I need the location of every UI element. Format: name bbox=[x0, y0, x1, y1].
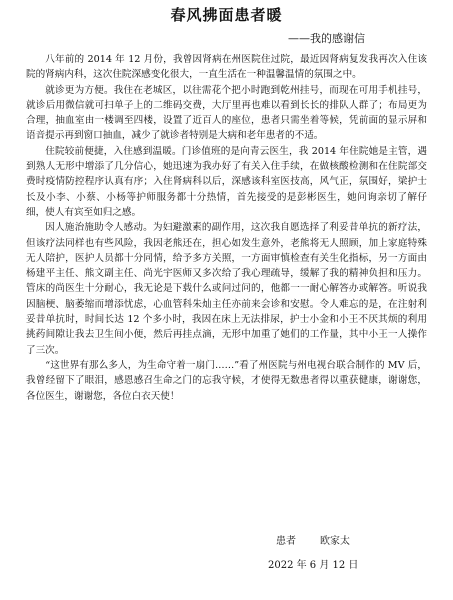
signature-date: 2022 年 6 月 12 日 bbox=[268, 560, 359, 571]
signature-role: 患者 bbox=[276, 536, 296, 547]
letter-subtitle: ——我的感谢信 bbox=[288, 32, 365, 45]
signature-name: 欧家太 bbox=[320, 536, 350, 547]
letter-body bbox=[26, 52, 427, 404]
paragraph-intro: 八年前的 2014 年 12 月份，我曾因肾病在州医院住过院，最近因肾病复发我再次入住该院的肾病内科，这次住院深感变化很大，一直生活在一种温馨温情的氛围之中。 bbox=[26, 54, 427, 81]
paragraph-gratitude: “这世界有那么多人，为生命守着一扇门……”看了州医院与州电视台联合制作的 MV 后，我曾经留下了眼泪，感恩感召生命之门的忘我守候，才使得无数患者得以重获健康，谢谢您，各位医生，谢谢您，各位白衣天使！ bbox=[26, 359, 427, 402]
letter-title: 春风拂面患者暖 bbox=[170, 6, 283, 24]
paragraph-treatment: 因人施治施助令人感动。为妇避激素的副作用，这次我自愿选择了利妥昔单抗的新疗法，但该疗法同样也有些风险，我因老熊还在，担心如发生意外，老熊将无人照顾，加上家庭特殊无人陪护，医护人员都十分同情，给予多方关照，一方面审慎检查有关生化指标，另一方面由杨建平主任、熊文副主任、尚光宇医师又多次给了我心理疏导，缓解了我的精神负担和压力。管床的尚医生十分耐心，我无论是下载什么或问过问的，他都一一耐心解答办或解答。听说我因脑梗、脑萎缩而增添忧虑，心血管科朱灿主任亦前来会诊和安慰。令人难忘的是，在注射利妥昔单抗时，时间长达 12 个多小时，我因在床上无法排尿，护士小金和小王不厌其烦的利用挑药间隙让我去卫生间小便，然后再挂点滴，无形中加重了她们的工作量，其中小王一人操作了三次。 bbox=[26, 222, 427, 356]
paragraph-admission: 住院较前便捷，入住感到温暖。门诊值班的是向青云医生，我 2014 年住院她是主管，遇到熟人无形中增添了几分信心，她迅速为我办好了有关入住手续，在做核酸检测和在住院部交费时疫情防控程序认真有序；入住肾病科以后，深感该科室医技高，风气正，氛围好，梁护士长及小李、小蔡、小杨等护师服务都十分热情，首先接受的是彭彬医生，她问询亲切了解仔细，使人有宾至如归之感。 bbox=[26, 145, 427, 218]
paragraph-convenience: 就诊更为方便。我住在老城区，以往需花个把小时跑到乾州挂号，而现在可用手机挂号，就诊后用微信就可扫单子上的二维码交费，大厅里再也难以看到长长的排队人群了；布局更为合理，抽血室由一楼调至四楼，设置了近百人的座位，患者只需坐着等候，凭前面的显示屏和语音提示再到窗口抽血，减少了就诊者特别是大病和老年患者的不适。 bbox=[26, 84, 427, 142]
